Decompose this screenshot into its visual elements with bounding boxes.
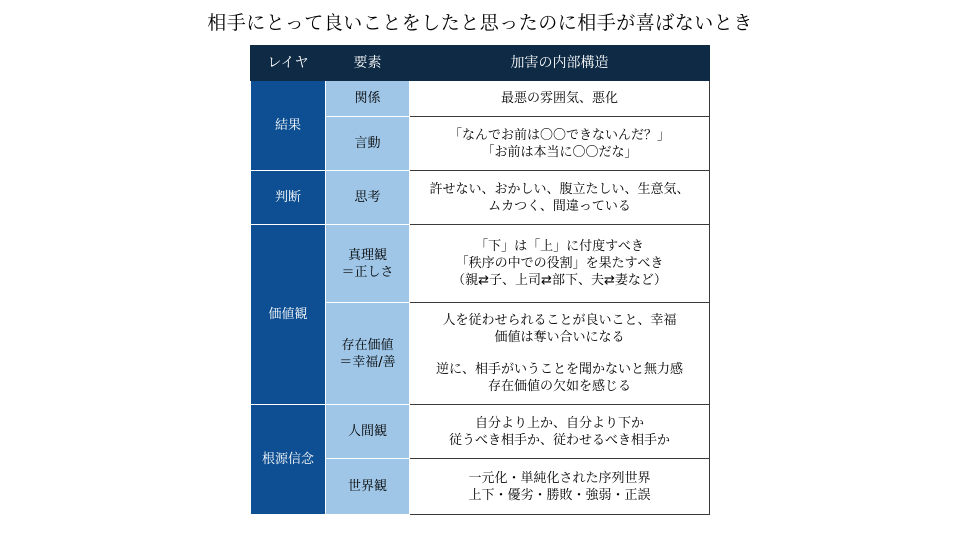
element-cell (326, 117, 410, 171)
header-layer: レイヤ (251, 46, 326, 81)
structure-line: 人を従わせられることが良いこと、幸福 (442, 313, 677, 328)
structure-line: 許せない、おかしい、腹立たしい、生意気、 (429, 181, 690, 197)
structure-cell (410, 171, 710, 225)
slide-title: 相手にとって良いことをしたと思ったのに相手が喜ばないとき (207, 12, 753, 34)
structure-cell (410, 459, 710, 515)
element-line: ＝幸福/善 (339, 354, 396, 370)
element-line: 人間観 (347, 424, 387, 439)
structure-line: 逆に、相手がいうことを聞かないと無力感 (435, 362, 683, 377)
element-line: 世界観 (347, 479, 387, 494)
structure-line: （親⇄子、上司⇄部下、夫⇄妻など） (452, 273, 667, 288)
layer-cell: 判断 (251, 171, 326, 225)
layer-cell: 結果 (251, 81, 326, 171)
header-element: 要素 (326, 46, 410, 81)
structure-line: ムカつく、間違っている (488, 198, 631, 214)
structure-line (410, 346, 709, 361)
structure-cell (410, 303, 710, 405)
structure-line: 「下」は「上」に付度すべき (475, 239, 644, 254)
element-cell (326, 225, 410, 303)
element-line: 思考 (354, 190, 381, 205)
internal-structure-table (250, 45, 710, 515)
structure-line: 最悪の雰囲気、悪化 (500, 91, 618, 106)
structure-cell (410, 225, 710, 303)
element-line: 存在価値 (341, 337, 394, 353)
structure-line: 一元化・単純化された序列世界 (468, 470, 651, 486)
structure-cell (410, 117, 710, 171)
element-cell (326, 405, 410, 459)
element-cell (326, 81, 410, 117)
element-cell (326, 303, 410, 405)
element-line: 関係 (354, 91, 381, 106)
table-header-row (251, 46, 710, 81)
header-structure: 加害の内部構造 (410, 46, 710, 81)
element-cell (326, 459, 410, 515)
table-row (251, 81, 710, 117)
layer-cell: 価値観 (251, 225, 326, 405)
structure-cell (410, 405, 710, 459)
element-line: 真理観 (347, 247, 387, 263)
element-line: 言動 (354, 136, 381, 151)
structure-line: 従うべき相手か、従わせるべき相手か (448, 432, 670, 448)
structure-line: 「お前は本当に〇〇だな」 (481, 144, 638, 160)
structure-line: 「なんでお前は〇〇できないんだ？」 (448, 127, 670, 143)
structure-line: 上下・優劣・勝敗・強弱・正誤 (468, 487, 651, 503)
structure-line: 存在価値の欠如を感じる (487, 379, 631, 394)
structure-cell (410, 81, 710, 117)
structure-line: 自分より上か、自分より下か (474, 415, 644, 431)
table-row (251, 225, 710, 303)
element-line: ＝正しさ (341, 264, 394, 280)
table-row (251, 405, 710, 459)
layer-cell: 根源信念 (251, 405, 326, 515)
structure-line: 価値は奪い合いになる (494, 330, 625, 345)
element-cell (326, 171, 410, 225)
table-row (251, 171, 710, 225)
structure-line: 「秩序の中での役割」を果たすべき (455, 256, 664, 271)
